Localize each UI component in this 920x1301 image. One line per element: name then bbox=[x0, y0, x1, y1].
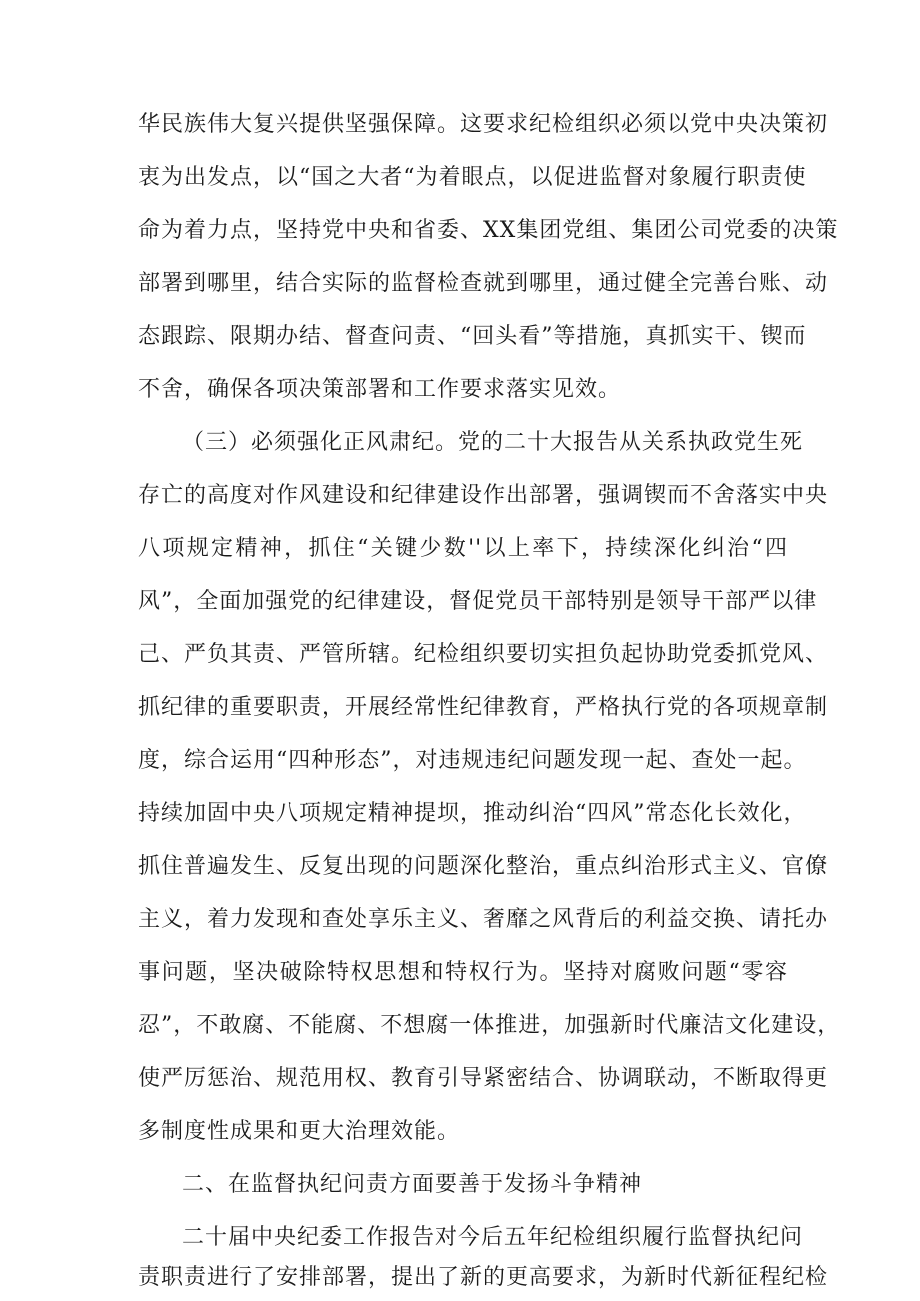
text-line: 部署到哪里，结合实际的监督检查就到哪里，通过健全完善台账、动 bbox=[138, 271, 829, 296]
text-line: （三）必须强化正风肃纪。党的二十大报告从关系执政党生死 bbox=[182, 430, 804, 455]
section-heading: 二、在监督执纪问责方面要善于发扬斗争精神 bbox=[182, 1172, 643, 1197]
text-line: 己、严负其责、严管所辖。纪检组织要切实担负起协助党委抓党风、 bbox=[138, 642, 829, 667]
text-line: 主义，着力发现和查处享乐主义、奢靡之风背后的利益交换、请托办 bbox=[138, 907, 829, 932]
text-line: 持续加固中央八项规定精神提坝，推动纠治“四风”常态化长效化， bbox=[138, 801, 807, 826]
text-line: 风”，全面加强党的纪律建设，督促党员干部特别是领导干部严以律 bbox=[138, 589, 818, 614]
text-line: 华民族伟大复兴提供坚强保障。这要求纪检组织必须以党中央决策初 bbox=[138, 112, 829, 137]
text-line: 事问题，坚决破除特权思想和特权行为。坚持对腐败问题“零容 bbox=[138, 960, 788, 985]
text-line: 抓纪律的重要职责，开展经常性纪律教育，严格执行党的各项规章制 bbox=[138, 695, 829, 720]
text-line: 忍”，不敢腐、不能腐、不想腐一体推进，加强新时代廉洁文化建设， bbox=[138, 1013, 841, 1038]
text-line: 态跟踪、限期办结、督查问责、“回头看”等措施，真抓实干、锲而 bbox=[138, 324, 807, 349]
text-line: 不舍，确保各项决策部署和工作要求落实见效。 bbox=[138, 377, 622, 402]
text-line: 抓住普遍发生、反复出现的问题深化整治，重点纠治形式主义、官僚 bbox=[138, 854, 829, 879]
text-line: 多制度性成果和更大治理效能。 bbox=[138, 1119, 461, 1144]
text-line: 衷为出发点，以“国之大者“为着眼点，以促进监督对象履行职责使 bbox=[138, 165, 807, 190]
text-line: 八项规定精神，抓住“关键少数''以上率下，持续深化纠治“四 bbox=[138, 536, 788, 561]
text-line: 使严厉惩治、规范用权、教育引导紧密结合、协调联动，不断取得更 bbox=[138, 1066, 829, 1091]
text-line: 存亡的高度对作风建设和纪律建设作出部署，强调锲而不舍落实中央 bbox=[138, 483, 829, 508]
text-line: 度，综合运用“四种形态”，对违规违纪问题发现一起、查处一起。 bbox=[138, 748, 807, 773]
text-line: 命为着力点，坚持党中央和省委、XX集团党组、集团公司党委的决策 bbox=[138, 218, 839, 243]
text-line: 责职责进行了安排部署，提出了新的更高要求，为新时代新征程纪检 bbox=[138, 1265, 829, 1290]
text-line: 二十届中央纪委工作报告对今后五年纪检组织履行监督执纪问 bbox=[182, 1225, 804, 1250]
